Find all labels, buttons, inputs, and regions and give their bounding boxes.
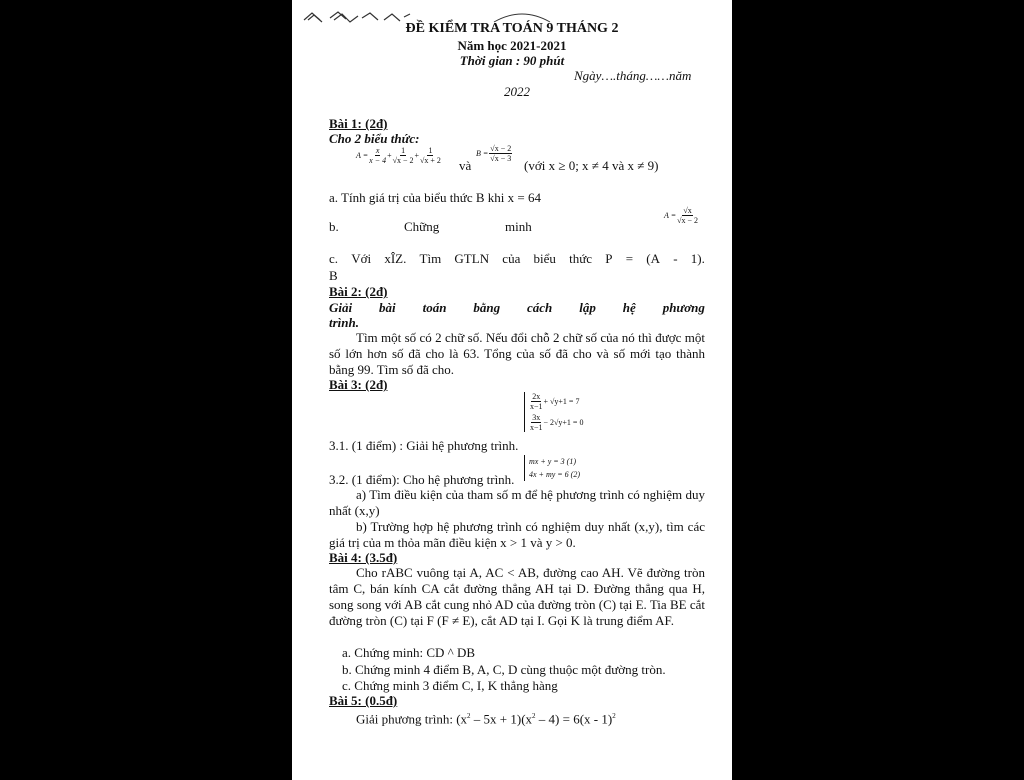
- bai1-intro: Cho 2 biểu thức:: [329, 131, 420, 146]
- bai2-body: Tìm một số có 2 chữ số. Nếu đổi chỗ 2 chữ số của nó thì được một số lớn hơn số đã cho là 63. Tổng của số đã cho và số mới tạo thành bằng 99. Tìm số đã cho.: [329, 330, 705, 377]
- bai2-heading: Bài 2: (2đ): [329, 284, 388, 299]
- exam-time: Thời gian : 90 phút: [459, 53, 565, 68]
- bai1-part-a: a. Tính giá trị của biểu thức B khi x = 64: [329, 190, 541, 205]
- bai3-q2a: a) Tìm điều kiện của tham số m để hệ phương trình có nghiệm duy nhất (x,y): [329, 487, 705, 518]
- bai5-heading: Bài 5: (0.5đ): [329, 693, 398, 708]
- bai4-part-a: a. Chứng minh: CD ^ DB: [342, 645, 476, 660]
- expression-b: B = $\frac{√x - 2}{√x - 3}$: [476, 144, 512, 163]
- bai5-body: Giải phương trình: $(x^2 - 5x + 1)(x^2 - 4) = 6(x - 1)^2$: [356, 711, 616, 727]
- bai4-part-b: b. Chứng minh 4 điểm B, A, C, D cùng thuộc một đường tròn.: [342, 662, 666, 677]
- expression-condition: (với x ≥ 0; x ≠ 4 và x ≠ 9): [524, 158, 659, 173]
- bai1-heading: Bài 1: (2đ): [329, 116, 388, 131]
- bai1-part-b-label: b.: [329, 219, 339, 234]
- bai4-body: Cho rABC vuông tại A, AC < AB, đường cao AH. Vẽ đường tròn tâm C, bán kính CA cắt đường thẳng AH tại D. Đường thẳng qua H, song song với AB cắt cung nhỏ AD của đường tròn (C) tại E. Tia BE cắt đường tròn (C) tại F (F ≠ E), cắt AD tại I. Gọi K là trung điểm AF.: [329, 565, 705, 628]
- equation-system-1: $\frac{2x}{x-1}$ + √y+1 = 7 $\frac{3x}{x-1}$ − 2√y+1 = 0: [524, 392, 583, 432]
- school-year: Năm học 2021-2021: [457, 38, 567, 53]
- exam-title: ĐỀ KIỂM TRA TOÁN 9 THÁNG 2: [405, 21, 619, 36]
- date-line: Ngày….tháng……năm: [574, 68, 692, 83]
- bai1-part-b-word2: minh: [505, 219, 532, 234]
- bai1-part-c: c. Với xÎZ. Tìm GTLN của biểu thức P = (A - 1).: [329, 251, 705, 266]
- bai1-part-c-tail: B: [329, 268, 338, 283]
- equation-system-2: mx + y = 3 (1) 4x + my = 6 (2): [524, 455, 580, 481]
- document-page: [292, 0, 732, 780]
- expression-a: A = $\frac{x}{x - 4}$ + $\frac{1}{√x - 2}$ + $\frac{1}{√x + 2}$: [356, 146, 441, 165]
- bai2-intro-tail: trình.: [329, 315, 359, 330]
- bai3-q1: 3.1. (1 điểm) : Giải hệ phương trình.: [329, 438, 519, 453]
- and-word: và: [459, 158, 472, 173]
- bai4-part-c: c. Chứng minh 3 điểm C, I, K thẳng hàng: [342, 678, 558, 693]
- bai3-q2: 3.2. (1 điểm): Cho hệ phương trình.: [329, 472, 515, 487]
- bai3-q2b: b) Trường hợp hệ phương trình có nghiệm duy nhất (x,y), tìm các giá trị của m thỏa mãn điều kiện x > 1 và y > 0.: [329, 519, 705, 550]
- bai3-heading: Bài 3: (2đ): [329, 377, 388, 392]
- bai2-intro: Giải bài toán bằng cách lập hệ phương: [329, 300, 705, 315]
- expression-a-result: A = $\frac{√x}{√x - 2}$: [664, 206, 699, 225]
- bai4-heading: Bài 4: (3.5đ): [329, 550, 398, 565]
- bai1-part-b-word1: Chững: [404, 219, 440, 234]
- date-year: 2022: [504, 84, 530, 99]
